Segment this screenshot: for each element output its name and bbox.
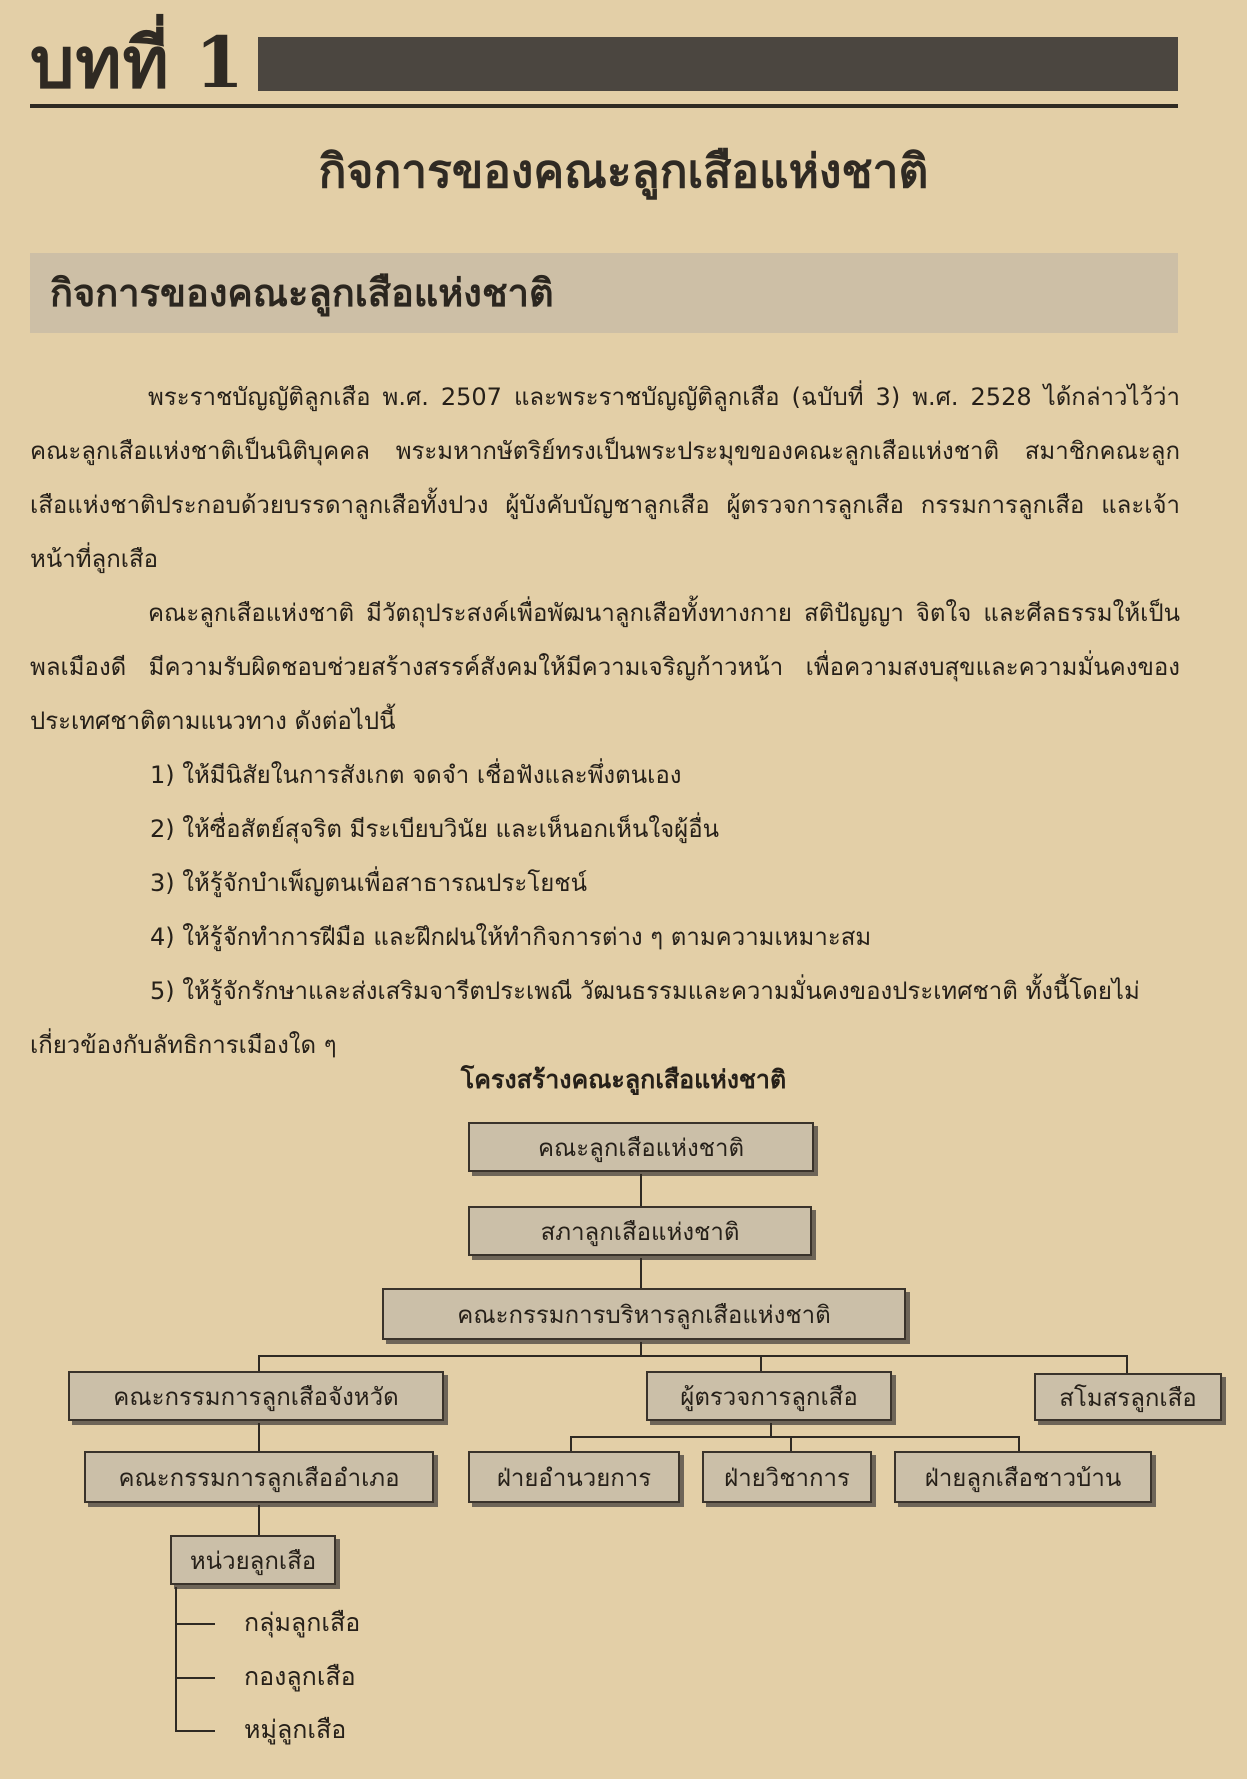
connector-line [258,1355,260,1371]
list-item: 3) ให้รู้จักบำเพ็ญตนเพื่อสาธารณประโยชน์ [150,869,587,897]
connector-line [1126,1355,1128,1373]
org-chart-title: โครงสร้างคณะลูกเสือแห่งชาติ [460,1065,787,1094]
list-item: 2) ให้ซื่อสัตย์สุจริต มีระเบียบวินัย และเห็นอกเห็นใจผู้อื่น [150,815,720,843]
section-heading: กิจการของคณะลูกเสือแห่งชาติ [50,271,554,315]
org-box-academic-division: ฝ่ายวิชาการ [702,1451,872,1503]
list-item: 4) ให้รู้จักทำการฝีมือ และฝึกฝนให้ทำกิจการต่าง ๆ ตามความเหมาะสม [150,923,872,951]
chapter-rule [30,104,1178,108]
connector-line [175,1730,215,1732]
list-item: 5) ให้รู้จักรักษาและส่งเสริมจารีตประเพณี วัฒนธรรมและความมั่นคงของประเทศชาติ ทั้งนี้โดยไม่เกี่ยวข้องกับลัทธิการเมืองใด ๆ [30,977,1140,1059]
paragraph-1: พระราชบัญญัติลูกเสือ พ.ศ. 2507 และพระราชบัญญัติลูกเสือ (ฉบับที่ 3) พ.ศ. 2528 ได้กล่าวไว้ว่า คณะลูกเสือแห่งชาติเป็นนิติบุคคล พระมหากษัตริย์ทรงเป็นพระประมุขของคณะลูกเสือแห่งชาติ สมาชิกคณะลูกเสือแห่งชาติประกอบด้วยบรรดาลูกเสือทั้งปวง ผู้บังคับบัญชาลูกเสือ ผู้ตรวจการลูกเสือ กรรมการลูกเสือ และเจ้าหน้าที่ลูกเสือ [30,383,1180,573]
connector-line [258,1505,260,1535]
connector-line [1018,1436,1020,1451]
connector-line [640,1342,642,1356]
org-box-village-scout-division: ฝ่ายลูกเสือชาวบ้าน [894,1451,1152,1503]
org-leaf-scout-group: กลุ่มลูกเสือ [244,1608,361,1637]
chapter-header-bar [258,37,1178,91]
org-box-national-scout-org: คณะลูกเสือแห่งชาติ [468,1122,814,1172]
connector-line [790,1436,792,1451]
org-box-provincial-committee: คณะกรรมการลูกเสือจังหวัด [68,1371,444,1421]
org-box-scout-unit: หน่วยลูกเสือ [170,1535,336,1585]
body-text [30,370,1180,1072]
connector-line [175,1677,215,1679]
org-box-national-scout-council: สภาลูกเสือแห่งชาติ [468,1206,812,1256]
connector-line [258,1355,1128,1357]
connector-line [258,1423,260,1451]
connector-line [770,1423,772,1437]
connector-line [175,1587,177,1732]
connector-line [570,1436,572,1451]
org-box-scout-club: สโมสรลูกเสือ [1034,1373,1222,1421]
chapter-title: กิจการของคณะลูกเสือแห่งชาติ [318,144,929,198]
org-box-district-committee: คณะกรรมการลูกเสืออำเภอ [84,1451,434,1503]
connector-line [640,1174,642,1206]
chapter-number: บทที่ 1 [30,21,245,104]
org-box-executive-committee: คณะกรรมการบริหารลูกเสือแห่งชาติ [382,1288,906,1340]
org-leaf-scout-patrol: หมู่ลูกเสือ [244,1715,347,1744]
org-leaf-scout-troop: กองลูกเสือ [244,1662,356,1691]
org-box-admin-division: ฝ่ายอำนวยการ [468,1451,680,1503]
paragraph-2: คณะลูกเสือแห่งชาติ มีวัตถุประสงค์เพื่อพัฒนาลูกเสือทั้งทางกาย สติปัญญา จิตใจ และศีลธรรมให้เป็นพลเมืองดี มีความรับผิดชอบช่วยสร้างสรรค์สังคมให้มีความเจริญก้าวหน้า เพื่อความสงบสุขและความมั่นคงของประเทศชาติตามแนวทาง ดังต่อไปนี้ [30,599,1180,735]
connector-line [175,1623,215,1625]
connector-line [760,1355,762,1371]
org-box-inspector: ผู้ตรวจการลูกเสือ [646,1371,892,1421]
connector-line [640,1258,642,1288]
connector-line [570,1436,1020,1438]
list-item: 1) ให้มีนิสัยในการสังเกต จดจำ เชื่อฟังและพึ่งตนเอง [150,761,682,789]
